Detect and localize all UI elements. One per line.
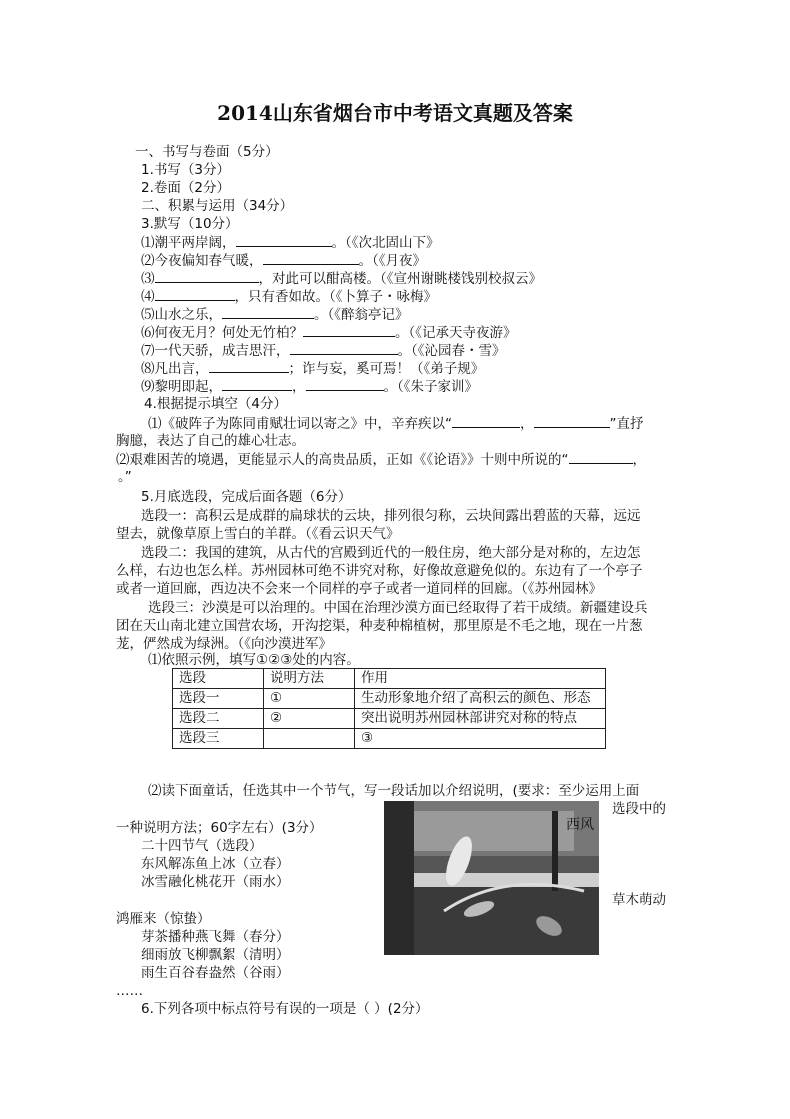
q3-7-text: ⑺一代天骄，成吉思汗，	[141, 343, 290, 359]
q3-4-source: ，只有香如故。（《卜算子・咏梅》	[234, 289, 437, 305]
q5-sub-2: ⑵读下面童话，任选其中一个节气，写一段话加以介绍说明，(要求：至少运用上面	[148, 783, 640, 799]
blank	[155, 269, 259, 283]
q3-6-source: 。（《记承天寺夜游》	[395, 325, 517, 341]
blank	[222, 305, 314, 319]
blank	[290, 341, 398, 355]
poem-line: 雨生百谷春盎然（谷雨）	[141, 965, 290, 981]
q3-line-4	[141, 287, 437, 306]
blank	[569, 450, 633, 464]
blank	[236, 233, 332, 247]
q4-line-2-cont	[116, 468, 132, 486]
q3-5-text: ⑸山水之乐，	[141, 307, 222, 323]
question-6: 6.下列各项中标点符号有误的一项是（ ）(2分）	[141, 1001, 429, 1017]
table-cell: 选段二	[173, 709, 264, 729]
q4-1-end: ”直抒	[609, 416, 644, 432]
passage-3-line-1: 选段三：沙漠是可以治理的。中国在治理沙漠方面已经取得了若干成绩。新疆建设兵	[148, 600, 648, 616]
q3-7-source: 。（《沁园春・雪》	[397, 343, 506, 359]
blank	[306, 377, 384, 391]
question-5: 5.月底选段，完成后面各题（6分）	[141, 489, 352, 505]
poem-line: 冰雪融化桃花开（雨水）	[141, 874, 290, 890]
table-cell: ①	[264, 689, 355, 709]
table-header: 说明方法	[264, 669, 355, 689]
q3-8-text: ⑻凡出言，	[141, 361, 209, 377]
poem-line: 细雨放飞柳飘絮（清明）	[141, 947, 290, 963]
blank	[222, 377, 292, 391]
table-row	[173, 689, 606, 709]
page-title: 2014山东省烟台市中考语文真题及答案	[217, 101, 573, 125]
illustration-art	[384, 801, 599, 955]
q4-line-1-cont: 胸臆，表达了自己的雄心壮志。	[116, 433, 305, 449]
table-cell: 生动形象地介绍了高积云的颜色、形态	[355, 689, 606, 709]
q3-2-source: 。（《月夜》	[358, 253, 426, 269]
q3-line-6	[141, 323, 517, 342]
explanation-table	[172, 668, 606, 749]
q3-9-source: 。（《朱子家训》	[383, 379, 478, 395]
section-2-heading: 二、积累与运用（34分）	[141, 198, 294, 214]
poem-line: 东风解冻鱼上冰（立春）	[141, 856, 290, 872]
blank	[263, 251, 359, 265]
table-cell: 突出说明苏州园林部讲究对称的特点	[355, 709, 606, 729]
item-1: 1.书写（3分）	[141, 162, 230, 178]
passage-2-line-3: 或者一道回廊，西边决不会来一个同样的亭子或者一道同样的回廊。（《苏州园林》	[116, 581, 602, 597]
table-header-row	[173, 669, 606, 689]
table-cell: ②	[264, 709, 355, 729]
q3-line-3	[141, 269, 542, 288]
table-header: 作用	[355, 669, 606, 689]
q3-9-text: ⑼黎明即起，	[141, 379, 222, 395]
q3-8-source: ；诈与妄，奚可焉！（《弟子规》	[288, 361, 485, 377]
q3-5-source: 。（《醉翁亭记》	[314, 307, 409, 323]
q3-4-text: ⑷	[141, 289, 155, 305]
q5-sub-1: ⑴依照示例，填写①②③处的内容。	[148, 652, 360, 668]
passage-2-line-1: 选段二：我国的建筑，从古代的宫殿到近代的一般住房，绝大部分是对称的，左边怎	[141, 545, 641, 561]
q3-line-5	[141, 305, 409, 324]
q3-2-text: ⑵今夜偏知春气暖，	[141, 253, 263, 269]
table-cell	[264, 729, 355, 749]
passage-1-line-2: 望去，就像草原上雪白的羊群。（《看云识天气》	[116, 526, 400, 542]
poem-line: 芽茶播种燕飞舞（春分）	[141, 929, 290, 945]
q3-3-source: ，对此可以酣高楼。（《宣州谢眺楼饯别校叔云》	[258, 271, 542, 287]
q4-1-comma: ，	[520, 416, 534, 432]
q3-line-8	[141, 359, 484, 378]
blank	[534, 414, 610, 428]
q3-1-source: 。（《次北固山下》	[331, 235, 440, 251]
q5-sub-2-cont: 一种说明方法；60字左右）(3分）	[116, 820, 323, 836]
passage-3-line-2: 团在天山南北建立国营农场，开沟挖渠，种麦种棉植树，那里原是不毛之地，现在一片葱	[116, 618, 643, 634]
illustration-lettering: 西风	[566, 817, 594, 833]
question-3: 3.默写（10分）	[141, 216, 239, 232]
ellipsis: ……	[116, 983, 143, 999]
q4-2-text: ⑵艰难困苦的境遇，更能显示人的高贵品质，正如《《论语》》十则中所说的“	[116, 452, 569, 468]
passage-1-line-1: 选段一：高积云是成群的扁球状的云块，排列很匀称，云块间露出碧蓝的天幕，远远	[141, 508, 641, 524]
table-row	[173, 709, 606, 729]
table-row	[173, 729, 606, 749]
q3-line-2	[141, 251, 426, 270]
q4-2-end: 。”	[118, 469, 132, 485]
poem-line: 鸿雁来（惊蛰）	[116, 911, 211, 927]
table-header: 选段	[173, 669, 264, 689]
blank	[155, 287, 235, 301]
table-cell: 选段一	[173, 689, 264, 709]
poem-title: 二十四节气（选段）	[141, 838, 263, 854]
q4-line-2	[116, 450, 646, 469]
section-1-heading: 一、书写与卷面（5分）	[135, 144, 279, 160]
blank	[209, 359, 289, 373]
blank	[303, 323, 395, 337]
q4-2-comma: ，	[632, 452, 646, 468]
q3-9-comma: ，	[292, 379, 306, 395]
q4-1-text: ⑴《破阵子为陈同甫赋壮词以寄之》中，辛弃疾以“	[148, 416, 452, 432]
q4-line-1	[148, 414, 644, 433]
table-cell: ③	[355, 729, 606, 749]
q3-line-1	[141, 233, 440, 252]
poem-line: 草木萌动	[612, 892, 666, 908]
q3-line-7	[141, 341, 506, 360]
q3-1-text: ⑴潮平两岸阔，	[141, 235, 236, 251]
item-2: 2.卷面（2分）	[141, 180, 230, 196]
q3-3-text: ⑶	[141, 271, 155, 287]
q5-sub-2-wrap: 选段中的	[612, 801, 666, 817]
table-cell: 选段三	[173, 729, 264, 749]
illustration-image	[384, 801, 599, 955]
blank	[452, 414, 520, 428]
q3-6-text: ⑹何夜无月？何处无竹柏？	[141, 325, 303, 341]
passage-2-line-2: 么样，右边也怎么样。苏州园林可绝不讲究对称，好像故意避免似的。东边有了一个亭子	[116, 563, 643, 579]
question-4: 4.根据提示填空（4分）	[144, 396, 287, 412]
q3-line-9	[141, 377, 478, 396]
passage-3-line-3: 茏，俨然成为绿洲。（《向沙漠进军》	[116, 636, 332, 652]
